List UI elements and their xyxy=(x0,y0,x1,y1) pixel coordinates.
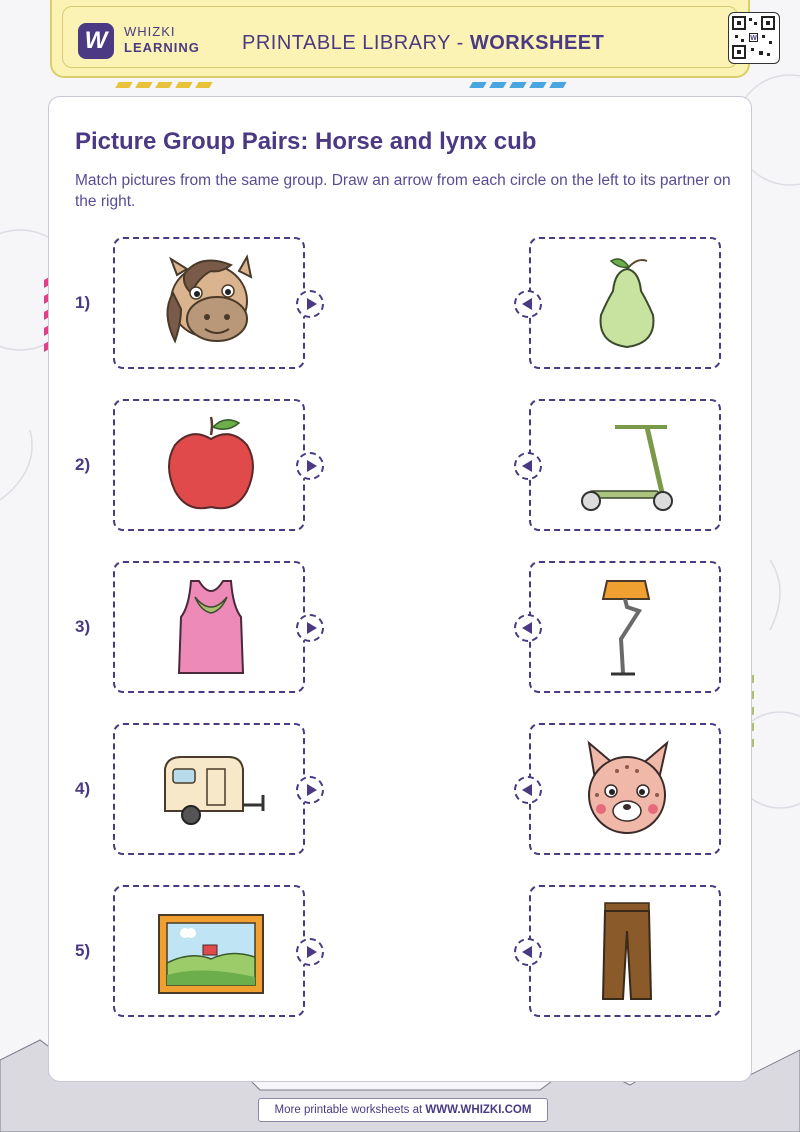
footer-text: More printable worksheets at xyxy=(274,1104,426,1116)
pear-icon xyxy=(567,253,687,353)
worksheet-instructions: Match pictures from the same group. Draw an arrow from each circle on the left to its partner on the right. xyxy=(75,172,731,210)
footer-link[interactable] xyxy=(258,1098,548,1122)
svg-text:W: W xyxy=(750,35,757,42)
arrow-right-icon xyxy=(307,784,317,796)
arrow-left-icon xyxy=(522,298,532,310)
left-connector-circle[interactable] xyxy=(296,452,324,480)
left-picture-box[interactable] xyxy=(113,561,305,693)
left-picture-box[interactable] xyxy=(113,237,305,369)
left-connector-circle[interactable] xyxy=(296,614,324,642)
arrow-right-icon xyxy=(307,298,317,310)
right-connector-circle[interactable] xyxy=(514,614,542,642)
left-connector-circle[interactable] xyxy=(296,776,324,804)
arrow-left-icon xyxy=(522,784,532,796)
arrow-left-icon xyxy=(522,622,532,634)
arrow-right-icon xyxy=(307,460,317,472)
arrow-right-icon xyxy=(307,946,317,958)
left-connector-circle[interactable] xyxy=(296,938,324,966)
arrow-left-icon xyxy=(522,460,532,472)
right-connector-circle[interactable] xyxy=(514,776,542,804)
header-title-main: PRINTABLE LIBRARY - xyxy=(242,32,470,54)
tank-top-icon xyxy=(151,577,271,677)
row-number: 3) xyxy=(75,617,91,636)
right-picture-box[interactable] xyxy=(529,561,721,693)
right-picture-box[interactable] xyxy=(529,399,721,531)
lynx-cub-icon xyxy=(567,739,687,839)
scooter-icon xyxy=(567,415,687,515)
header-title-bold: WORKSHEET xyxy=(469,32,605,54)
qr-code-icon[interactable] xyxy=(728,12,780,64)
landscape-painting-icon xyxy=(151,901,271,1001)
footer-url[interactable]: WWW.WHIZKI.COM xyxy=(425,1104,532,1116)
row-number: 4) xyxy=(75,779,91,798)
left-connector-circle[interactable] xyxy=(296,290,324,318)
row-number: 5) xyxy=(75,941,91,960)
worksheet-title: Picture Group Pairs: Horse and lynx cub xyxy=(75,128,537,155)
left-picture-box[interactable] xyxy=(113,885,305,1017)
floor-lamp-icon xyxy=(567,577,687,677)
logo-line-2: LEARNING xyxy=(124,40,200,55)
logo-text xyxy=(124,24,200,56)
whizki-logo[interactable]: W xyxy=(78,23,114,59)
right-picture-box[interactable] xyxy=(529,723,721,855)
row-number: 1) xyxy=(75,293,91,312)
header-title xyxy=(242,32,604,55)
left-picture-box[interactable] xyxy=(113,399,305,531)
horse-icon xyxy=(151,253,271,353)
right-picture-box[interactable] xyxy=(529,885,721,1017)
right-connector-circle[interactable] xyxy=(514,938,542,966)
arrow-left-icon xyxy=(522,946,532,958)
right-picture-box[interactable] xyxy=(529,237,721,369)
header-banner xyxy=(50,0,757,78)
apple-icon xyxy=(151,415,271,515)
trousers-icon xyxy=(567,901,687,1001)
row-number: 2) xyxy=(75,455,91,474)
left-picture-box[interactable] xyxy=(113,723,305,855)
logo-line-1: WHIZKI xyxy=(124,24,176,39)
arrow-right-icon xyxy=(307,622,317,634)
camper-trailer-icon xyxy=(151,739,271,839)
right-connector-circle[interactable] xyxy=(514,290,542,318)
right-connector-circle[interactable] xyxy=(514,452,542,480)
